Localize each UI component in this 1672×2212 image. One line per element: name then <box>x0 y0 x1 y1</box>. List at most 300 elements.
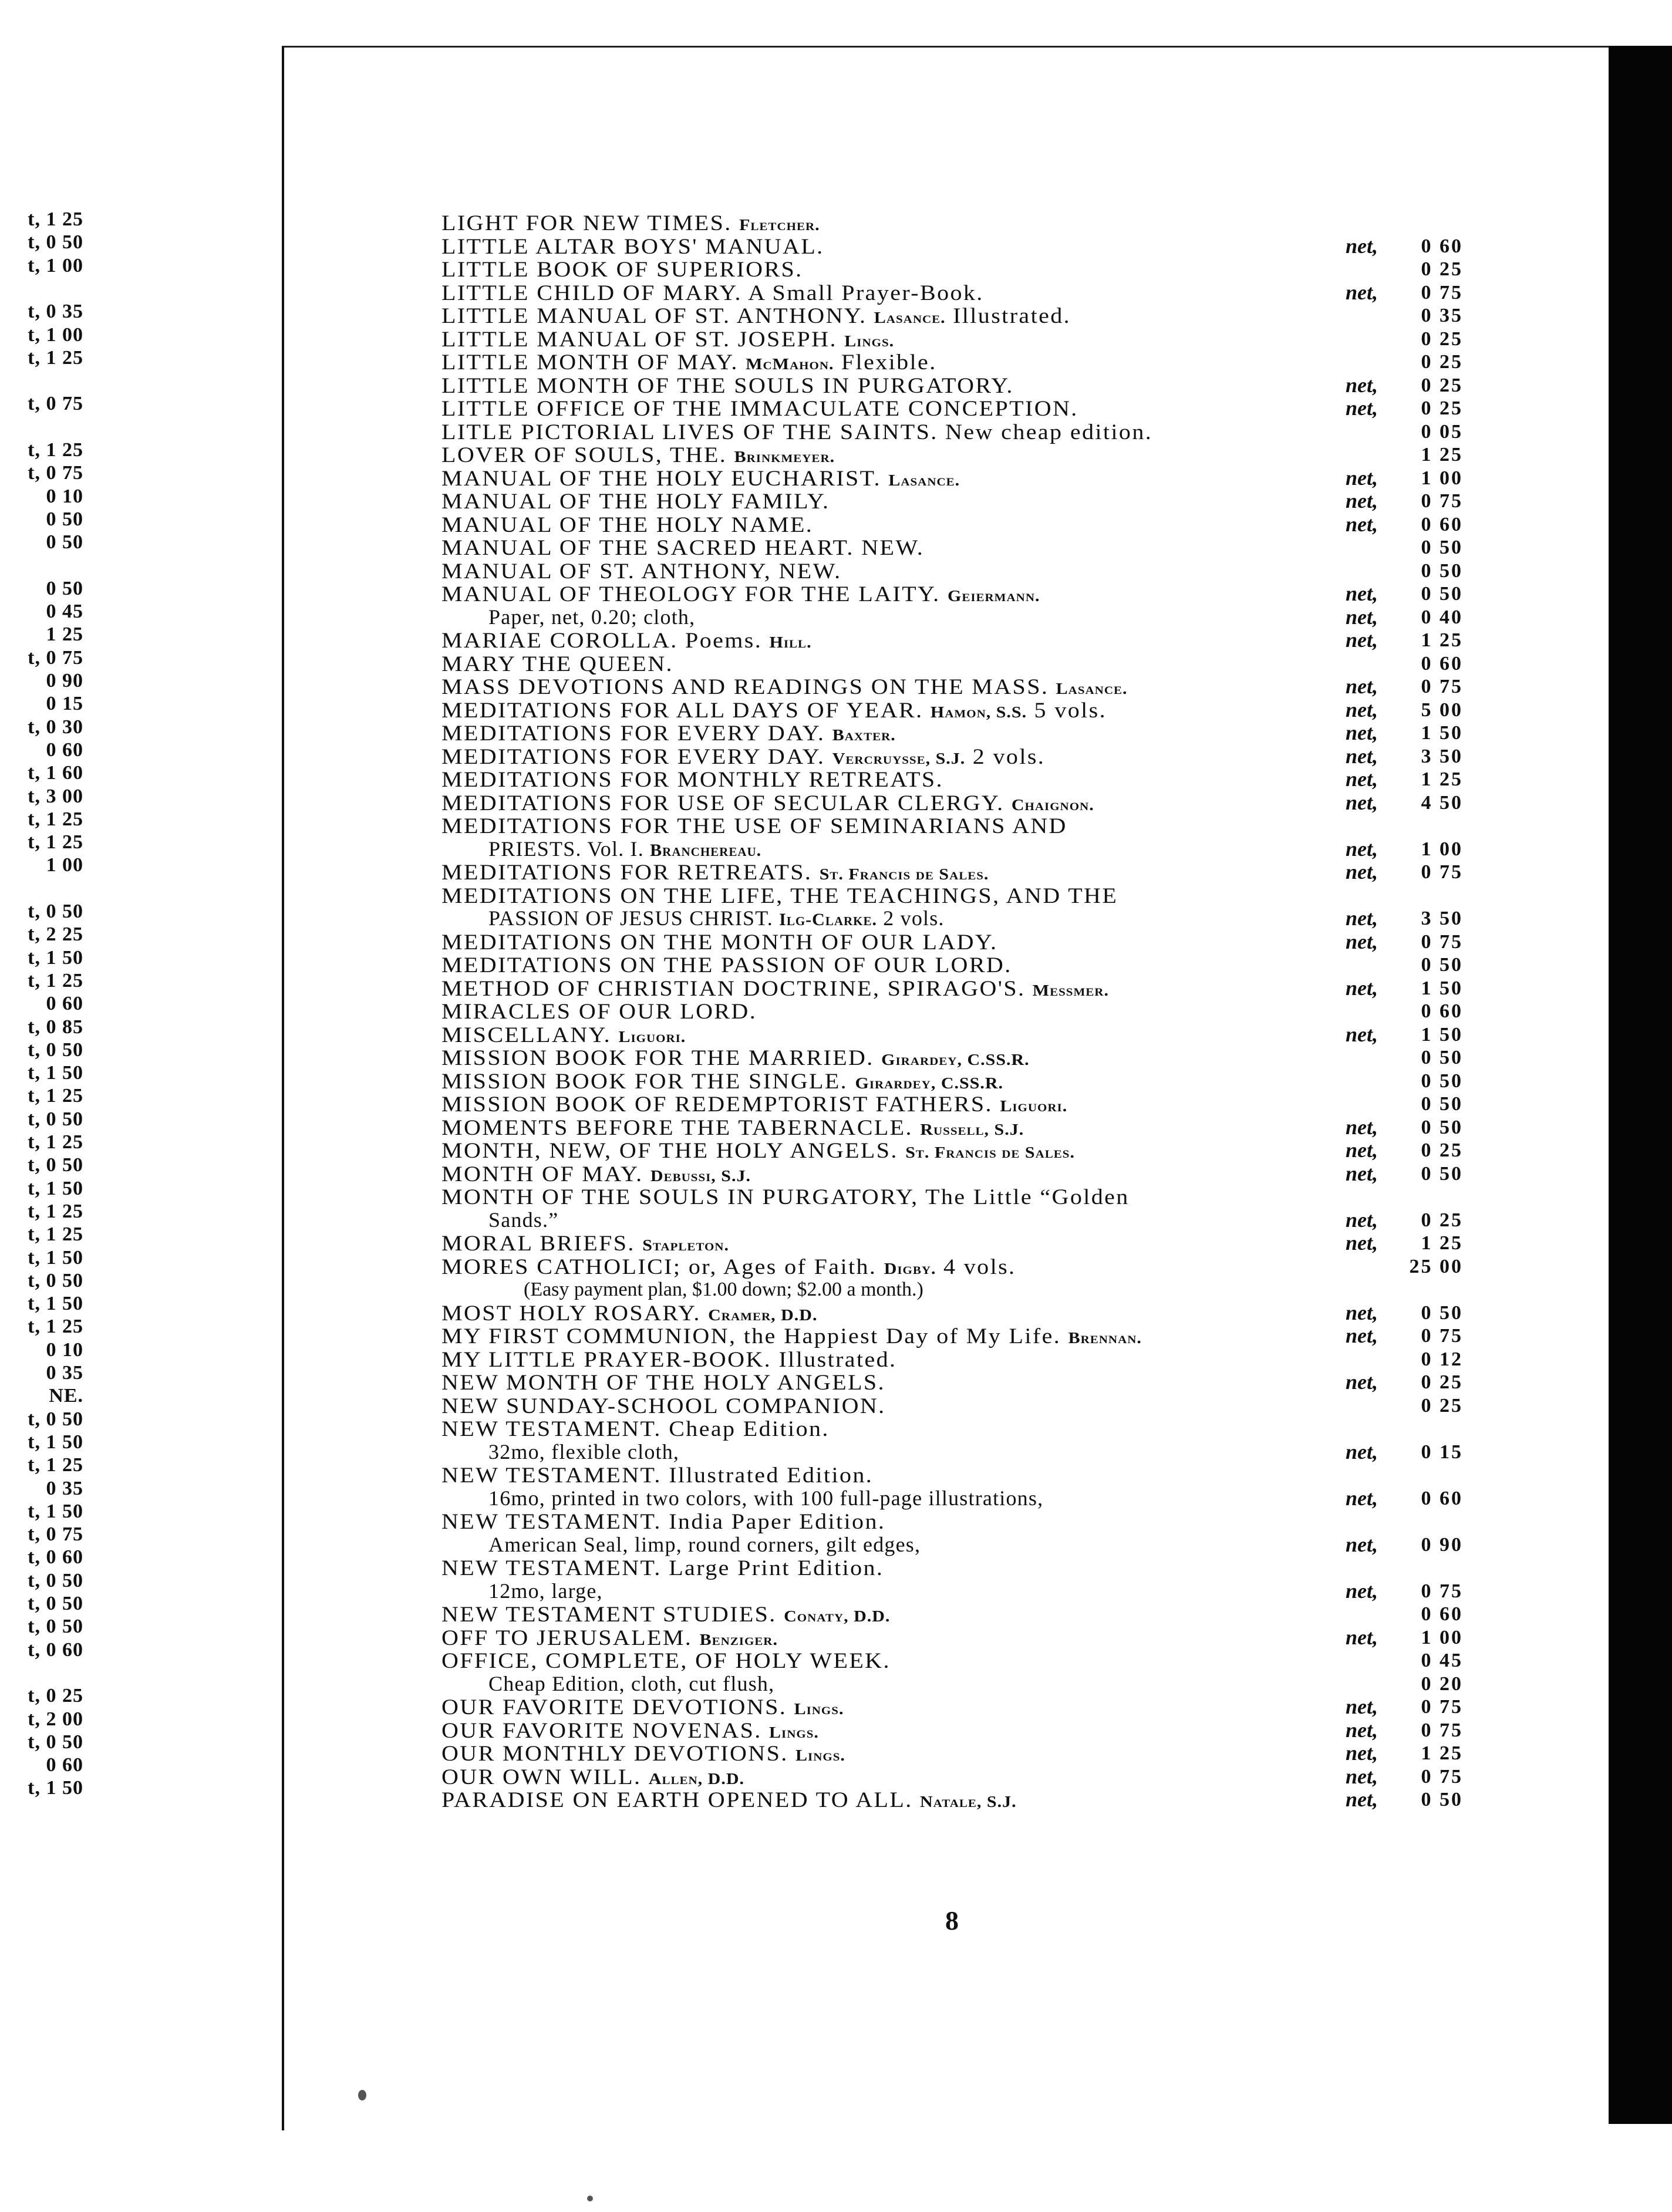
net-label: net, <box>1346 790 1378 814</box>
entry-title: MOMENTS BEFORE THE TABERNACLE. <box>441 1115 913 1139</box>
entry-title: MONTH OF MAY. <box>441 1161 643 1186</box>
catalog-entry <box>441 1023 1463 1047</box>
catalog-entry <box>441 1324 1463 1348</box>
catalog-entry <box>441 1301 1463 1325</box>
entry-author: Chaignon. <box>1011 795 1094 814</box>
catalog-entry <box>441 791 1463 815</box>
facing-price: t, 1 00 <box>28 254 83 276</box>
entry-title-line <box>441 630 812 653</box>
facing-price: t, 1 25 <box>28 1131 83 1153</box>
facing-price: 0 45 <box>46 601 83 623</box>
net-label: net, <box>1346 1764 1378 1788</box>
catalog-entry <box>441 1695 1463 1719</box>
entry-title: MANUAL OF THE SACRED HEART. <box>441 535 854 560</box>
facing-price: t, 1 50 <box>28 1293 83 1315</box>
facing-price: 0 60 <box>46 1754 83 1776</box>
entry-price: 3 50 <box>1421 745 1463 767</box>
entry-price: 0 75 <box>1421 676 1463 697</box>
entry-title-line <box>441 720 896 746</box>
entry-note: 2 vols. <box>883 906 945 930</box>
entry-price: 0 50 <box>1421 1789 1463 1810</box>
entry-price: 0 25 <box>1421 1209 1463 1231</box>
facing-price: t, 0 60 <box>28 1638 83 1661</box>
catalog-entry <box>441 1580 1463 1603</box>
catalog-entry <box>441 1742 1463 1765</box>
entry-price: 1 00 <box>1421 838 1463 860</box>
catalog-entry <box>441 1139 1463 1162</box>
catalog-entry <box>441 1673 1463 1696</box>
entry-title: NEW TESTAMENT STUDIES. <box>441 1601 777 1627</box>
net-label: net, <box>1346 1022 1378 1046</box>
catalog-entry <box>441 559 1463 583</box>
entry-title: MEDITATIONS ON THE PASSION OF OUR LORD. <box>441 952 1012 977</box>
net-label: net, <box>1346 1439 1378 1464</box>
entry-title: LIGHT FOR NEW TIMES. <box>441 210 732 235</box>
entry-price: 0 75 <box>1421 281 1463 304</box>
entry-title-line <box>441 885 1118 906</box>
catalog-entry <box>441 443 1463 467</box>
entry-price: 1 25 <box>1421 1232 1463 1254</box>
net-label: net, <box>1346 767 1378 791</box>
catalog-entry <box>441 814 1463 838</box>
entry-price: 0 25 <box>1421 374 1463 396</box>
entry-price: 0 75 <box>1421 1580 1463 1602</box>
facing-price: t, 0 85 <box>28 1016 83 1038</box>
facing-price: t, 1 25 <box>28 1223 83 1246</box>
entry-title-line <box>441 746 1045 769</box>
entry-price: 0 75 <box>1421 490 1463 512</box>
page-number: 8 <box>945 1906 959 1936</box>
entry-title: MISSION BOOK OF REDEMPTORIST FATHERS. <box>441 1091 993 1117</box>
entry-title: MARY THE QUEEN. <box>441 651 673 676</box>
facing-price: t, 1 25 <box>28 969 83 992</box>
entry-title: METHOD OF CHRISTIAN DOCTRINE, SPIRAGO'S. <box>441 976 1026 1000</box>
entry-title: MASS DEVOTIONS AND READINGS ON THE MASS. <box>441 674 1049 699</box>
entry-title: MOST HOLY ROSARY. <box>441 1300 701 1325</box>
entry-price: 1 25 <box>1421 1742 1463 1764</box>
entry-title: LITTLE OFFICE OF THE IMMACULATE CONCEPTION. <box>441 396 1078 421</box>
entry-author: Brinkmeyer. <box>734 448 835 466</box>
facing-price: 0 50 <box>46 508 83 530</box>
net-label: net, <box>1346 582 1378 605</box>
catalog-entry <box>441 1116 1463 1139</box>
entry-title-line <box>441 235 824 257</box>
scuff-mark <box>358 2090 366 2100</box>
net-label: net, <box>1346 837 1378 861</box>
entry-title-line <box>441 1511 885 1532</box>
facing-price: t, 1 25 <box>28 1454 83 1476</box>
entry-price: 25 00 <box>1409 1255 1463 1277</box>
entry-title-line <box>441 1627 778 1650</box>
entry-title-line <box>441 859 989 885</box>
entry-price: 0 45 <box>1421 1650 1463 1671</box>
entry-title-line <box>441 537 924 558</box>
entry-price: 0 50 <box>1421 1116 1463 1138</box>
entry-title: MORES CATHOLICI; or, Ages of Faith. <box>441 1254 877 1279</box>
entry-price: 1 00 <box>1421 467 1463 489</box>
catalog-entry <box>441 374 1463 397</box>
facing-price: t, 0 50 <box>28 1038 83 1061</box>
entry-author: Lasance. <box>1056 680 1128 698</box>
entry-price: 0 20 <box>1421 1673 1463 1695</box>
entry-price: 0 50 <box>1421 954 1463 976</box>
facing-price: t, 0 25 <box>28 1685 83 1707</box>
entry-title: NEW TESTAMENT. Large Print Edition. <box>441 1555 884 1580</box>
facing-price: t, 0 50 <box>28 1616 83 1638</box>
entry-title: MEDITATIONS ON THE MONTH OF OUR LADY. <box>441 929 998 954</box>
entry-title-line <box>441 210 820 236</box>
entry-price: 0 50 <box>1421 1162 1463 1185</box>
entry-title-line <box>441 1557 884 1579</box>
entry-author: McMahon. <box>746 355 834 373</box>
entry-title: NEW TESTAMENT. Illustrated Edition. <box>441 1462 874 1488</box>
entry-title: MANUAL OF THE HOLY EUCHARIST. <box>441 466 881 490</box>
net-label: net, <box>1346 1788 1378 1811</box>
entry-author: Lings. <box>795 1746 845 1765</box>
facing-price: t, 1 50 <box>28 1500 83 1522</box>
entry-author: Messmer. <box>1032 981 1109 1000</box>
entry-author: Benziger. <box>699 1630 778 1649</box>
catalog-entry <box>441 350 1463 374</box>
entry-price: 0 15 <box>1421 1441 1463 1463</box>
facing-price: t, 2 00 <box>28 1708 83 1730</box>
catalog-entry <box>441 304 1463 328</box>
net-label: net, <box>1346 744 1378 768</box>
catalog-entry <box>441 1070 1463 1093</box>
entry-title-line <box>441 931 997 952</box>
entry-title: MEDITATIONS FOR ALL DAYS OF YEAR. <box>441 697 923 722</box>
facing-price: 0 50 <box>46 531 83 554</box>
entry-title: MANUAL OF THE HOLY NAME. <box>441 512 814 537</box>
entry-author: Allen, D.D. <box>648 1769 744 1788</box>
entry-price: 0 25 <box>1421 1139 1463 1161</box>
entry-title-line <box>441 1372 885 1393</box>
entry-title-line <box>441 769 943 790</box>
facing-price: t, 0 50 <box>28 1593 83 1614</box>
entry-title: PARADISE ON EARTH OPENED TO ALL. <box>441 1787 913 1812</box>
entry-title-line <box>441 676 1128 700</box>
entry-price: 0 90 <box>1421 1533 1463 1556</box>
net-label: net, <box>1346 1532 1378 1556</box>
entry-subline: Sands.” <box>488 1208 559 1232</box>
entry-price: 1 25 <box>1421 768 1463 790</box>
entry-title-line <box>441 1256 1016 1279</box>
facing-price: t, 1 60 <box>28 762 83 784</box>
entry-price: 0 50 <box>1421 537 1463 558</box>
entry-title: LITTLE MANUAL OF ST. ANTHONY. <box>441 303 867 328</box>
entry-note: 2 vols. <box>972 744 1046 768</box>
entry-title-line <box>441 421 1152 442</box>
catalog-list <box>441 211 1463 1812</box>
facing-price: t, 0 50 <box>28 1154 83 1176</box>
catalog-entry <box>441 281 1463 305</box>
net-label: net, <box>1346 512 1378 536</box>
facing-price: t, 0 60 <box>28 1546 83 1569</box>
entry-subline: 16mo, printed in two colors, with 100 full-page illustrations, <box>488 1486 1044 1510</box>
entry-title-line <box>441 1186 1130 1208</box>
catalog-entry <box>441 397 1463 420</box>
facing-price: t, 1 50 <box>28 1177 83 1199</box>
entry-title: LITTLE ALTAR BOYS' MANUAL. <box>441 234 824 258</box>
entry-title-line <box>441 1694 844 1720</box>
entry-title: MEDITATIONS FOR MONTHLY RETREATS. <box>441 767 943 792</box>
entry-title-line <box>441 1024 686 1047</box>
facing-price: t, 3 00 <box>28 785 83 807</box>
entry-subline: Paper, net, 0.20; cloth, <box>488 605 696 629</box>
catalog-entry <box>441 1000 1463 1023</box>
entry-subline: 32mo, flexible cloth, <box>488 1439 680 1464</box>
entry-title: MONTH, NEW, OF THE HOLY ANGELS. <box>441 1138 898 1163</box>
entry-author: Geiermann. <box>947 587 1040 605</box>
facing-price: t, 1 25 <box>28 831 83 854</box>
catalog-entry <box>441 1255 1463 1279</box>
entry-author: Natale, S.J. <box>920 1793 1017 1811</box>
entry-title: MY FIRST COMMUNION, the Happiest Day of My Life. <box>441 1323 1061 1348</box>
catalog-entry <box>441 1719 1463 1742</box>
catalog-entry <box>441 1417 1463 1441</box>
net-label: net, <box>1346 1300 1378 1324</box>
catalog-entry <box>441 629 1463 652</box>
entry-price: 0 60 <box>1421 652 1463 675</box>
entry-price: 0 50 <box>1421 559 1463 582</box>
entry-title: MANUAL OF ST. ANTHONY, NEW. <box>441 558 842 583</box>
entry-title: LITTLE MONTH OF THE SOULS IN PURGATORY. <box>441 373 1014 397</box>
facing-price: 1 00 <box>46 854 83 876</box>
entry-title-line <box>441 560 842 581</box>
facing-price: t, 1 25 <box>28 1200 83 1222</box>
catalog-entry <box>441 582 1463 606</box>
catalog-entry <box>441 652 1463 676</box>
entry-title-line <box>441 815 1067 837</box>
facing-price: t, 0 50 <box>28 901 83 922</box>
entry-title: MISSION BOOK FOR THE MARRIED. <box>441 1045 874 1070</box>
net-label: net, <box>1346 1625 1378 1649</box>
catalog-entry <box>441 1556 1463 1580</box>
entry-note: 4 vols. <box>943 1254 1016 1279</box>
entry-title-line <box>441 1719 819 1743</box>
entry-price: 0 50 <box>1421 1093 1463 1115</box>
facing-price: t, 1 25 <box>28 346 83 369</box>
entry-author: Ilg-Clarke. <box>779 910 878 929</box>
net-label: net, <box>1346 860 1378 884</box>
facing-page-price-column <box>0 0 88 2212</box>
entry-title: OUR FAVORITE DEVOTIONS. <box>441 1694 787 1719</box>
facing-price: t, 1 50 <box>28 1246 83 1269</box>
entry-price: 1 25 <box>1421 444 1463 466</box>
entry-title: MANUAL OF THE HOLY FAMILY. <box>441 488 830 514</box>
entry-author: Girardey, C.SS.R. <box>881 1051 1030 1069</box>
facing-price: t, 0 30 <box>28 716 83 738</box>
catalog-entry <box>441 1649 1463 1673</box>
entry-title-line <box>441 977 1109 1001</box>
entry-price: 1 50 <box>1421 722 1463 744</box>
entry-price: 0 75 <box>1421 1719 1463 1741</box>
entry-title-line <box>441 1395 886 1416</box>
entry-author: St. Francis de Sales. <box>905 1144 1075 1162</box>
net-label: net, <box>1346 976 1378 1000</box>
entry-title: LITLE PICTORIAL LIVES OF THE SAINTS. <box>441 419 938 444</box>
entry-title: OUR FAVORITE NOVENAS. <box>441 1718 762 1742</box>
entry-title-line <box>441 467 960 491</box>
entry-author: Branchereau. <box>650 840 762 860</box>
entry-title: NEW TESTAMENT. India Paper Edition. <box>441 1509 886 1534</box>
entry-title-line <box>441 305 1071 329</box>
catalog-entry <box>441 606 1463 629</box>
entry-note: 5 vols. <box>1034 697 1107 722</box>
entry-title: NEW TESTAMENT. Cheap Edition. <box>441 1416 830 1441</box>
net-label: net, <box>1346 1486 1378 1510</box>
entry-price: 0 25 <box>1421 1394 1463 1417</box>
catalog-entry <box>441 1487 1463 1510</box>
entry-note: (Easy payment plan, $1.00 down; $2.00 a month.) <box>524 1279 923 1300</box>
net-label: net, <box>1346 234 1378 258</box>
entry-title-line <box>441 1650 891 1671</box>
entry-title: MISSION BOOK FOR THE SINGLE. <box>441 1068 848 1093</box>
entry-author: Liguori. <box>618 1027 686 1046</box>
catalog-entry <box>441 1278 1463 1301</box>
net-label: net, <box>1346 1138 1378 1162</box>
entry-author: St. Francis de Sales. <box>819 865 989 884</box>
entry-price: 1 00 <box>1421 1626 1463 1648</box>
entry-author: Russell, S.J. <box>920 1120 1024 1139</box>
catalog-entry <box>441 536 1463 559</box>
entry-title-line <box>441 1789 1017 1813</box>
entry-note: Flexible. <box>841 349 937 375</box>
catalog-entry <box>441 1626 1463 1650</box>
entry-title: MIRACLES OF OUR LORD. <box>441 999 757 1024</box>
entry-subline: American Seal, limp, round corners, gilt edges, <box>488 1532 921 1556</box>
entry-title-line <box>441 1743 845 1766</box>
entry-author: Brennan. <box>1068 1329 1142 1347</box>
entry-title: LOVER OF SOULS, THE. <box>441 442 727 467</box>
entry-price: 0 75 <box>1421 1325 1463 1347</box>
facing-price: t, 1 50 <box>28 946 83 969</box>
entry-title-line <box>441 952 1012 977</box>
entry-title-line <box>441 488 830 514</box>
entry-title: MORAL BRIEFS. <box>441 1230 635 1256</box>
catalog-entry <box>441 930 1463 954</box>
net-label: net, <box>1346 675 1378 698</box>
entry-note: New cheap edition. <box>945 419 1153 444</box>
entry-author: Lasance. <box>888 471 960 490</box>
entry-title: MARIAE COROLLA. Poems. <box>441 628 763 653</box>
net-label: net, <box>1346 721 1378 744</box>
entry-title-line <box>441 259 803 280</box>
catalog-entry <box>441 211 1463 235</box>
net-label: net, <box>1346 605 1378 629</box>
entry-title-line <box>441 514 813 535</box>
catalog-entry <box>441 861 1463 884</box>
entry-price: 1 50 <box>1421 977 1463 999</box>
facing-price: t, 0 35 <box>28 301 83 323</box>
entry-title: OUR OWN WILL. <box>441 1764 642 1789</box>
entry-title-line <box>441 1001 757 1022</box>
catalog-entry <box>441 768 1463 791</box>
entry-price: 0 60 <box>1421 513 1463 535</box>
facing-price: 0 60 <box>46 993 83 1015</box>
catalog-entry <box>441 884 1463 908</box>
catalog-entry <box>441 907 1463 930</box>
entry-author: Lings. <box>769 1723 819 1742</box>
facing-price: 0 10 <box>46 1338 83 1361</box>
catalog-entry <box>441 235 1463 258</box>
net-label: net, <box>1346 1115 1378 1139</box>
entry-title: MEDITATIONS ON THE LIFE, THE TEACHINGS, AND THE <box>441 883 1118 908</box>
entry-title-line <box>441 1462 874 1488</box>
net-label: net, <box>1346 1695 1378 1718</box>
entry-title-line <box>441 792 1094 815</box>
entry-author: Lings. <box>794 1700 844 1718</box>
net-label: net, <box>1346 1741 1378 1765</box>
entry-author: Hill. <box>769 633 812 652</box>
entry-title-line <box>441 1163 751 1186</box>
entry-title-line <box>441 1323 1142 1349</box>
entry-title-line <box>441 1766 744 1789</box>
entry-price: 1 25 <box>1421 629 1463 651</box>
entry-price: 5 00 <box>1421 699 1463 721</box>
entry-price: 4 50 <box>1421 791 1463 814</box>
entry-title: LITTLE MONTH OF MAY. <box>441 349 739 375</box>
entry-title: MONTH OF THE SOULS IN PURGATORY, The Little “Golden <box>441 1184 1130 1209</box>
net-label: net, <box>1346 929 1378 953</box>
facing-price: t, 1 50 <box>28 1431 83 1453</box>
catalog-entry <box>441 1533 1463 1557</box>
entry-author: Lasance. <box>874 309 946 327</box>
entry-title-line <box>441 1140 1075 1164</box>
facing-price: 0 10 <box>46 485 83 507</box>
entry-price: 0 05 <box>1421 420 1463 443</box>
entry-price: 0 75 <box>1421 930 1463 953</box>
catalog-entry <box>441 1209 1463 1232</box>
catalog-entry <box>441 675 1463 699</box>
entry-title: OFF TO JERUSALEM. <box>441 1625 693 1650</box>
facing-price: t, 0 50 <box>28 1108 83 1130</box>
entry-title-line <box>441 1070 1003 1094</box>
entry-price: 0 25 <box>1421 397 1463 419</box>
entry-author: Fletcher. <box>739 216 820 234</box>
entry-title-line <box>441 1302 817 1326</box>
entry-subline: PASSION OF JESUS CHRIST. Ilg-Clarke. 2 vols. <box>488 906 945 930</box>
entry-price: 0 60 <box>1421 235 1463 257</box>
entry-author: Debussi, S.J. <box>650 1166 751 1185</box>
entry-price: 0 40 <box>1421 606 1463 628</box>
net-label: net, <box>1346 466 1378 490</box>
entry-author: Hamon, S.S. <box>930 703 1027 721</box>
entry-title: MEDITATIONS FOR THE USE OF SEMINARIANS AND <box>441 813 1067 838</box>
entry-price: 0 60 <box>1421 1487 1463 1509</box>
entry-title-line <box>441 444 835 468</box>
catalog-entry <box>441 1394 1463 1418</box>
scuff-mark <box>587 2196 593 2201</box>
catalog-entry <box>441 1464 1463 1487</box>
facing-price: 0 90 <box>46 670 83 692</box>
catalog-entry <box>441 1603 1463 1626</box>
net-label: net, <box>1346 1231 1378 1255</box>
catalog-entry <box>441 513 1463 537</box>
entry-title: OFFICE, COMPLETE, OF HOLY WEEK. <box>441 1648 891 1673</box>
facing-price: 0 50 <box>46 577 83 599</box>
catalog-entry <box>441 490 1463 513</box>
facing-price: t, 0 50 <box>28 231 83 254</box>
facing-price: t, 1 50 <box>28 1777 83 1799</box>
entry-title-line <box>441 1418 830 1439</box>
entry-title: MANUAL OF THEOLOGY FOR THE LAITY. <box>441 581 941 606</box>
entry-author: Stapleton. <box>642 1236 729 1255</box>
facing-price: t, 1 25 <box>28 439 83 461</box>
net-label: net, <box>1346 1324 1378 1347</box>
entry-title: MEDITATIONS FOR RETREATS. <box>441 859 813 885</box>
facing-price: t, 1 25 <box>28 1085 83 1107</box>
